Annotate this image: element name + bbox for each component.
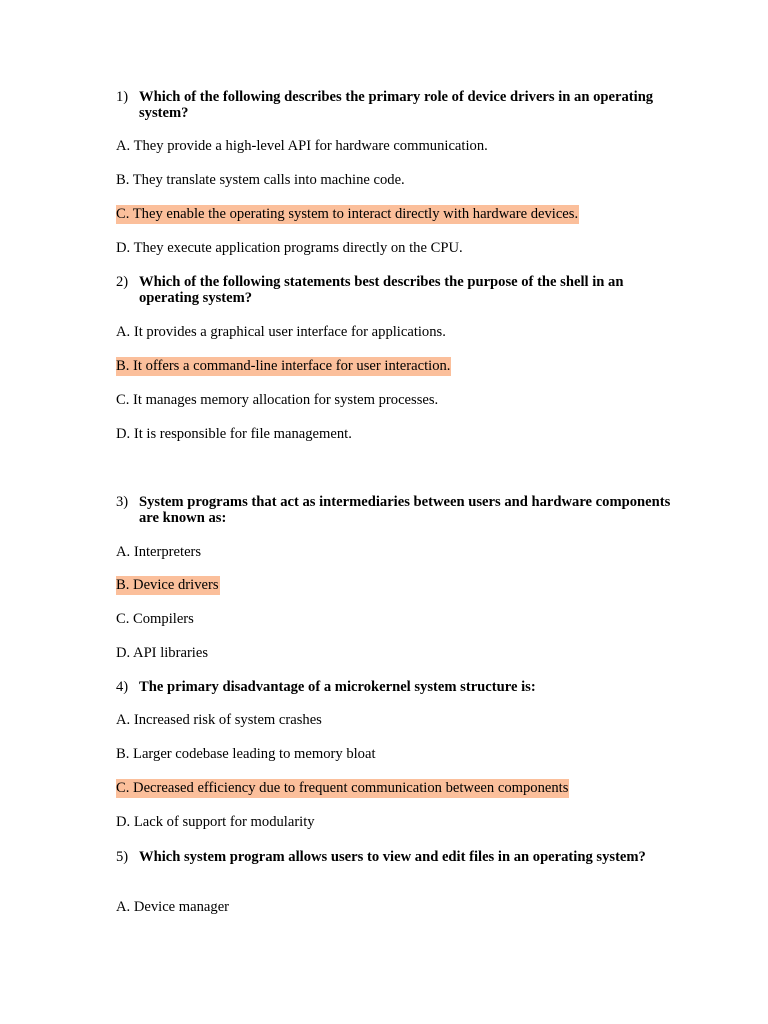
question-4-option-a: A. Increased risk of system crashes — [116, 712, 322, 728]
question-text: Which of the following describes the primary role of device drivers in an operating system? — [139, 89, 654, 121]
question-1-option-d: D. They execute application programs directly on the CPU. — [116, 240, 463, 256]
question-5-option-a: A. Device manager — [116, 899, 230, 915]
question-1-option-c-highlighted-answer: C. They enable the operating system to interact directly with hardware devices. — [116, 206, 579, 222]
question-1-option-a: A. They provide a high-level API for hardware communication. — [116, 138, 488, 154]
question-3-option-a: A. Interpreters — [116, 544, 202, 560]
question-4 — [116, 679, 676, 695]
question-1 — [116, 89, 676, 121]
question-4-option-b: B. Larger codebase leading to memory bloat — [116, 746, 376, 762]
question-number: 3) — [116, 494, 129, 510]
question-number: 5) — [116, 849, 129, 865]
question-3-option-c: C. Compilers — [116, 611, 194, 627]
question-number: 1) — [116, 89, 129, 105]
question-text: System programs that act as intermediaries between users and hardware components are known as: — [139, 494, 671, 526]
question-1-option-b: B. They translate system calls into machine code. — [116, 172, 405, 188]
question-2-option-d: D. It is responsible for file management. — [116, 426, 352, 442]
question-4-option-c-highlighted-answer: C. Decreased efficiency due to frequent communication between components — [116, 780, 569, 796]
question-text: Which system program allows users to view and edit files in an operating system? — [139, 849, 646, 865]
question-2-option-c: C. It manages memory allocation for system processes. — [116, 392, 439, 408]
question-3-option-d: D. API libraries — [116, 645, 209, 661]
question-3 — [116, 494, 676, 526]
question-number: 2) — [116, 274, 129, 290]
question-text: Which of the following statements best describes the purpose of the shell in an operating system? — [139, 274, 624, 306]
question-number: 4) — [116, 679, 129, 695]
question-2-option-b-highlighted-answer: B. It offers a command-line interface for user interaction. — [116, 358, 451, 374]
question-2-option-a: A. It provides a graphical user interface for applications. — [116, 324, 446, 340]
question-2 — [116, 274, 676, 306]
question-text: The primary disadvantage of a microkernel system structure is: — [139, 679, 536, 695]
question-5 — [116, 849, 676, 865]
question-3-option-b-highlighted-answer: B. Device drivers — [116, 577, 219, 593]
question-4-option-d: D. Lack of support for modularity — [116, 814, 315, 830]
